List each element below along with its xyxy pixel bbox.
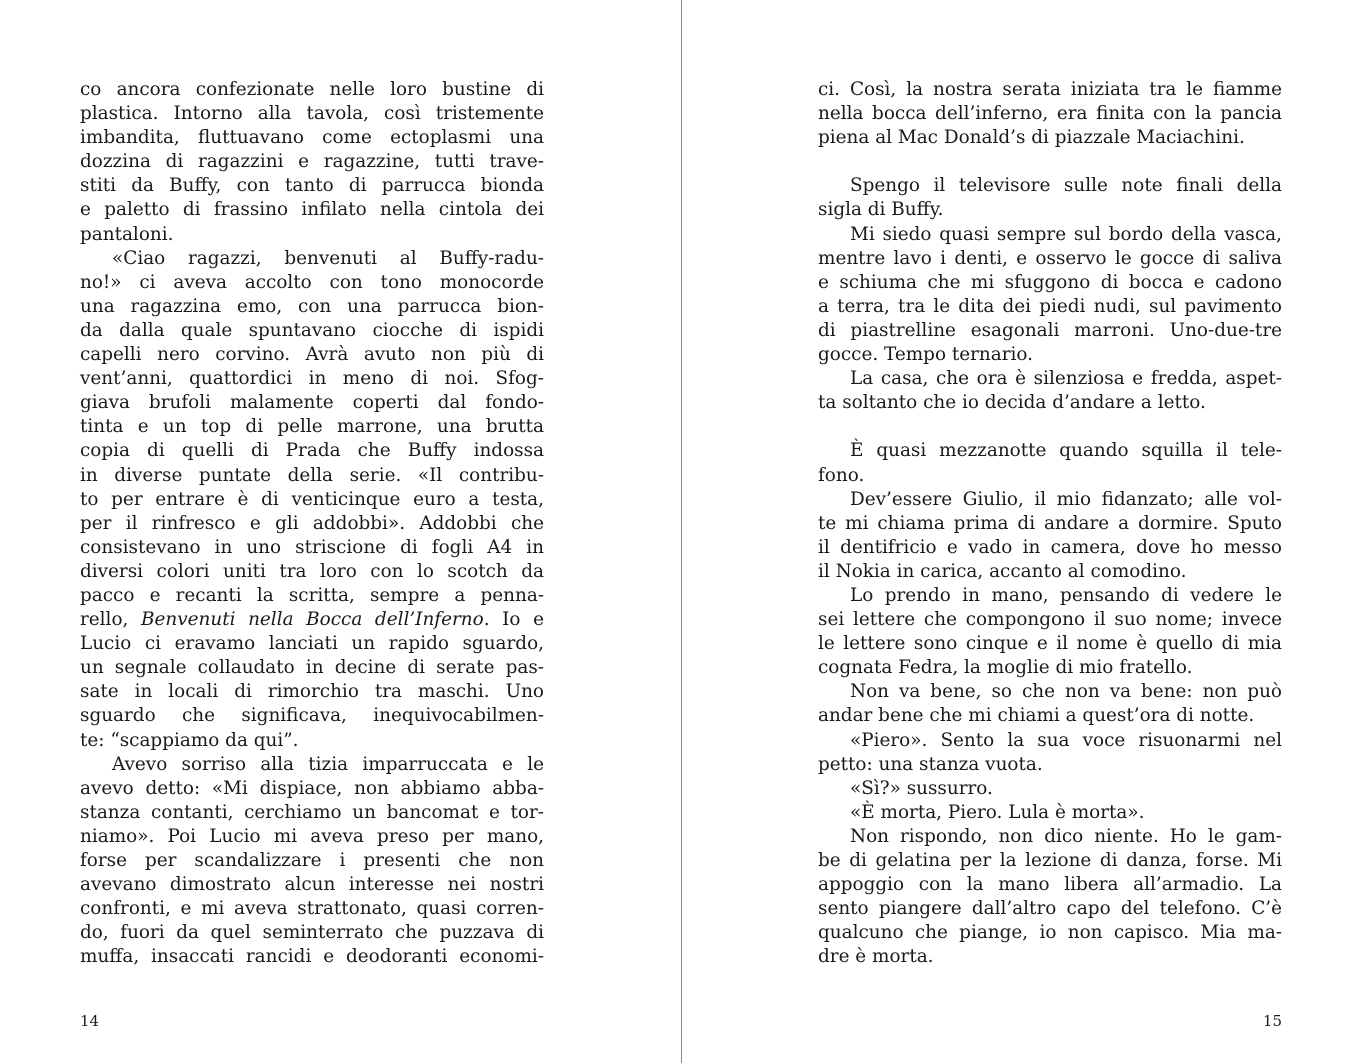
page-number-left: 14 (80, 1012, 100, 1030)
text-line: stanza contanti, cerchiamo un bancomat e tor- (80, 801, 544, 823)
text-line: copia di quelli di Prada che Buffy indossa (80, 440, 544, 462)
text-line: muffa, insaccati rancidi e deodoranti economi- (80, 946, 544, 968)
text-line: Dev’essere Giulio, il mio fidanzato; alle vol- (850, 488, 1282, 510)
text-line: un segnale collaudato in decine di serate pas- (80, 657, 544, 679)
text-line: ci. Così, la nostra serata iniziata tra le fiamme (818, 79, 1282, 100)
text-line: nella bocca dell’inferno, era finita con la pancia (818, 103, 1282, 125)
text-line: mentre lavo i denti, e osservo le gocce di saliva (818, 247, 1282, 269)
text-line: be di gelatina per la lezione di danza, forse. Mi (818, 850, 1282, 871)
text-line: stiti da Buffy, con tanto di parrucca bionda (80, 175, 544, 197)
text-line: tinta e un top di pelle marrone, una brutta (80, 416, 544, 438)
text-line: a terra, tra le dita dei piedi nudi, sul pavimento (818, 295, 1282, 317)
text-line: e schiuma che mi sfuggono di bocca e cadono (818, 271, 1282, 293)
text-line: sate in locali di rimorchio tra maschi. Uno (80, 681, 544, 703)
text-line: te: “scappiamo da qui”. (80, 729, 299, 751)
text-line: «È morta, Piero. Lula è morta». (850, 801, 1145, 823)
text-line: il Nokia in carica, accanto al comodino. (818, 560, 1187, 582)
left-page (0, 0, 681, 1063)
text-line: imbandita, fluttuavano come ectoplasmi una (80, 127, 544, 149)
text-line: avevano dimostrato alcun interesse nei nostri (80, 874, 544, 896)
text-line: capelli nero corvino. Avrà avuto non più di (80, 344, 544, 366)
italic-title: Benvenuti nella Bocca dell’Inferno (140, 609, 484, 631)
text-line: Avevo sorriso alla tizia imparruccata e le (112, 753, 544, 775)
text-line: avevo detto: «Mi dispiace, non abbiamo abba- (80, 777, 544, 799)
text-line: «Sì?» sussurro. (850, 777, 993, 799)
text-line: una ragazzina emo, con una parrucca bion- (80, 295, 544, 317)
text-line: do, fuori da quel seminterrato che puzzava di (80, 922, 544, 944)
text-line: co ancora confezionate nelle loro bustine di (80, 79, 544, 100)
text-line: Non rispondo, non dico niente. Ho le gam- (850, 825, 1282, 847)
text-line: gocce. Tempo ternario. (818, 344, 1034, 366)
left-text-column (80, 78, 544, 969)
text-line: andar bene che mi chiami a quest’ora di notte. (818, 705, 1255, 727)
text-line: sguardo che significava, inequivocabilmen- (80, 705, 544, 727)
text-line: pantaloni. (80, 223, 174, 245)
text-line: fono. (818, 464, 865, 486)
text-line: Lo prendo in mano, pensando di vedere le (850, 584, 1282, 606)
text-line: cognata Fedra, la moglie di mio fratello. (818, 657, 1193, 679)
text-line: giava brufoli malamente coperti dal fondo- (80, 392, 544, 414)
text-line: dozzina di ragazzini e ragazzine, tutti trave- (80, 151, 544, 173)
text-line: forse per scandalizzare i presenti che non (80, 850, 544, 871)
text-line: dre è morta. (818, 946, 934, 968)
text-line: le lettere sono cinque e il nome è quello di mia (818, 633, 1282, 655)
text-line: to per entrare è di venticinque euro a testa, (80, 488, 544, 510)
text-line: petto: una stanza vuota. (818, 753, 1043, 775)
text-line: da dalla quale spuntavano ciocche di ispidi (80, 319, 544, 341)
text-line: sento piangere dall’altro capo del telefono. C’è (818, 898, 1282, 920)
right-page (682, 0, 1365, 1063)
text-line: il dentifricio e vado in camera, dove ho messo (818, 536, 1282, 558)
text-line: per il rinfresco e gli addobbi». Addobbi che (80, 512, 544, 534)
text-line: in diverse puntate della serie. «Il contribu- (80, 464, 544, 486)
text-line: plastica. Intorno alla tavola, così tristemente (80, 103, 544, 125)
text-line: vent’anni, quattordici in meno di noi. Sfog- (80, 368, 544, 390)
right-text-column (818, 78, 1282, 969)
text-line: qualcuno che piange, io non capisco. Mia ma- (818, 922, 1282, 944)
text-line: diversi colori uniti tra loro con lo scotch da (80, 560, 544, 582)
paragraph-break (818, 150, 1282, 174)
text-line: te mi chiama prima di andare a dormire. Sputo (818, 512, 1282, 534)
text-line: È quasi mezzanotte quando squilla il tele- (850, 440, 1282, 462)
text-line: sei lettere che compongono il suo nome; invece (818, 609, 1282, 631)
text-line: pacco e recanti la scritta, sempre a penna- (80, 584, 544, 606)
text-line: Lucio ci eravamo lanciati un rapido sguardo, (80, 633, 544, 655)
paragraph-break (818, 415, 1282, 439)
text-line: ta soltanto che io decida d’andare a letto. (818, 392, 1206, 414)
text-line: Mi siedo quasi sempre sul bordo della vasca, (850, 223, 1282, 245)
text-line: consistevano in uno striscione di fogli A4 in (80, 536, 544, 558)
text-line: sigla di Buffy. (818, 199, 944, 221)
text-line: appoggio con la mano libera all’armadio. La (818, 874, 1282, 896)
text-line: La casa, che ora è silenziosa e fredda, aspet- (850, 368, 1282, 390)
text-line: Spengo il televisore sulle note finali della (850, 175, 1282, 197)
text-line: piena al Mac Donald’s di piazzale Maciachini. (818, 127, 1245, 149)
text-line: e paletto di frassino infilato nella cintola dei (80, 199, 544, 221)
text-line: «Piero». Sento la sua voce risuonarmi nel (850, 729, 1282, 751)
text-line: rello, Benvenuti nella Bocca dell’Inferno. Io e (80, 609, 545, 631)
text-line: Non va bene, so che non va bene: non può (850, 681, 1282, 703)
text-line: no!» ci aveva accolto con tono monocorde (80, 271, 544, 293)
text-line: di piastrelline esagonali marroni. Uno-due-tre (818, 319, 1282, 341)
page-number-right: 15 (1262, 1012, 1282, 1030)
text-line: «Ciao ragazzi, benvenuti al Buffy-radu- (112, 247, 544, 269)
text-line: niamo». Poi Lucio mi aveva preso per mano, (80, 825, 544, 847)
text-line: confronti, e mi aveva strattonato, quasi corren- (80, 898, 544, 920)
